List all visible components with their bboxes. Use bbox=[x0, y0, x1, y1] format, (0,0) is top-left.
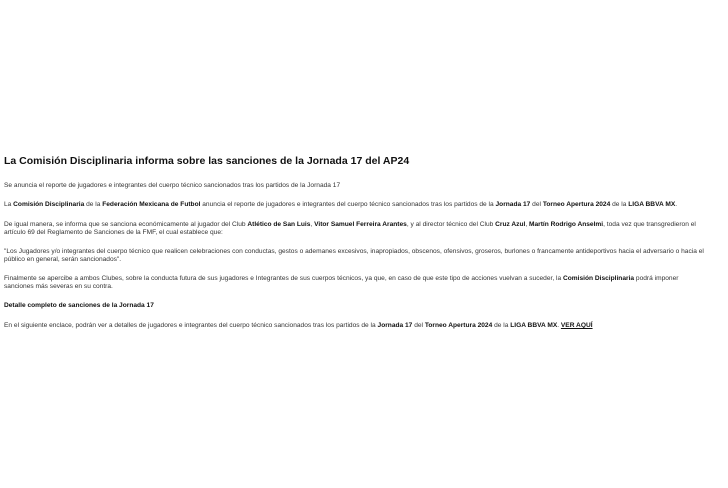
paragraph-warning bbox=[4, 275, 708, 292]
text: , y al director técnico del Club bbox=[406, 221, 496, 228]
text: del bbox=[412, 322, 425, 329]
bold-text: LIGA BBVA MX bbox=[510, 322, 558, 329]
bold-text: LIGA BBVA MX bbox=[628, 201, 676, 208]
bold-text: Torneo Apertura 2024 bbox=[542, 201, 611, 208]
bold-text: Cruz Azul bbox=[495, 221, 526, 228]
paragraph-link bbox=[4, 322, 708, 330]
bold-text: Jornada 17 bbox=[495, 201, 531, 208]
ver-aqui-link[interactable]: VER AQUÍ bbox=[560, 322, 593, 329]
section-subheading: Detalle completo de sanciones de la Jornada 17 bbox=[4, 302, 154, 309]
bold-text: Comisión Disciplinaria bbox=[562, 275, 635, 282]
text: . bbox=[557, 322, 561, 329]
regulation-quote: "Los Jugadores y/o integrantes del cuerpo técnico que realicen celebraciones con conductas, gestos o ademanes excesivos, inapropiados, obscenos, ofensivos, groseros, burlones o francamente antideportivos hacia el adversario o hacia el público en general, serán sancionados". bbox=[4, 248, 704, 264]
intro-paragraph: Se anuncia el reporte de jugadores e integrantes del cuerpo técnico sancionados tras los partidos de la Jornada 17 bbox=[4, 182, 341, 189]
text: del bbox=[530, 201, 543, 208]
bold-text: Vitor Samuel Ferreira Arantes bbox=[314, 221, 407, 228]
paragraph-fines bbox=[4, 221, 708, 238]
text: podrá imponer sanciones más severas en su contra. bbox=[4, 275, 679, 291]
text: de la bbox=[610, 201, 629, 208]
text: de la bbox=[492, 322, 511, 329]
text: De igual manera, se informa que se sanciona económicamente al jugador del Club bbox=[4, 221, 248, 228]
bold-text: Martín Rodrigo Anselmi bbox=[528, 221, 604, 228]
text: de la bbox=[84, 201, 103, 208]
text: En el siguiente enclace, podrán ver a detalles de jugadores e integrantes del cuerpo técnico sancionados tras los partidos de la bbox=[4, 322, 378, 329]
text: , bbox=[310, 221, 315, 228]
bold-text: Torneo Apertura 2024 bbox=[424, 322, 493, 329]
text: La bbox=[4, 201, 14, 208]
bold-text: Federación Mexicana de Futbol bbox=[102, 201, 201, 208]
text: , toda vez que transgredieron el artículo 69 del Reglamento de Sanciones de la FMF, el cual establece que: bbox=[4, 221, 696, 237]
bold-text: Comisión Disciplinaria bbox=[13, 201, 85, 208]
paragraph-announcement bbox=[4, 201, 708, 209]
bold-text: Jornada 17 bbox=[377, 322, 413, 329]
text: , bbox=[525, 221, 529, 228]
text: . bbox=[675, 201, 678, 208]
bold-text: Atlético de San Luis bbox=[247, 221, 311, 228]
article-title: La Comisión Disciplinaria informa sobre las sanciones de la Jornada 17 del AP24 bbox=[4, 155, 410, 167]
text: Finalmente se apercibe a ambos Clubes, sobre la conducta futura de sus jugadores e Integrantes de sus cuerpos técnicos, ya que, en caso de que este tipo de acciones vuelvan a suceder, la bbox=[4, 275, 563, 282]
text: anuncia el reporte de jugadores e integrantes del cuerpo técnico sancionados tras los partidos de la bbox=[200, 201, 496, 208]
